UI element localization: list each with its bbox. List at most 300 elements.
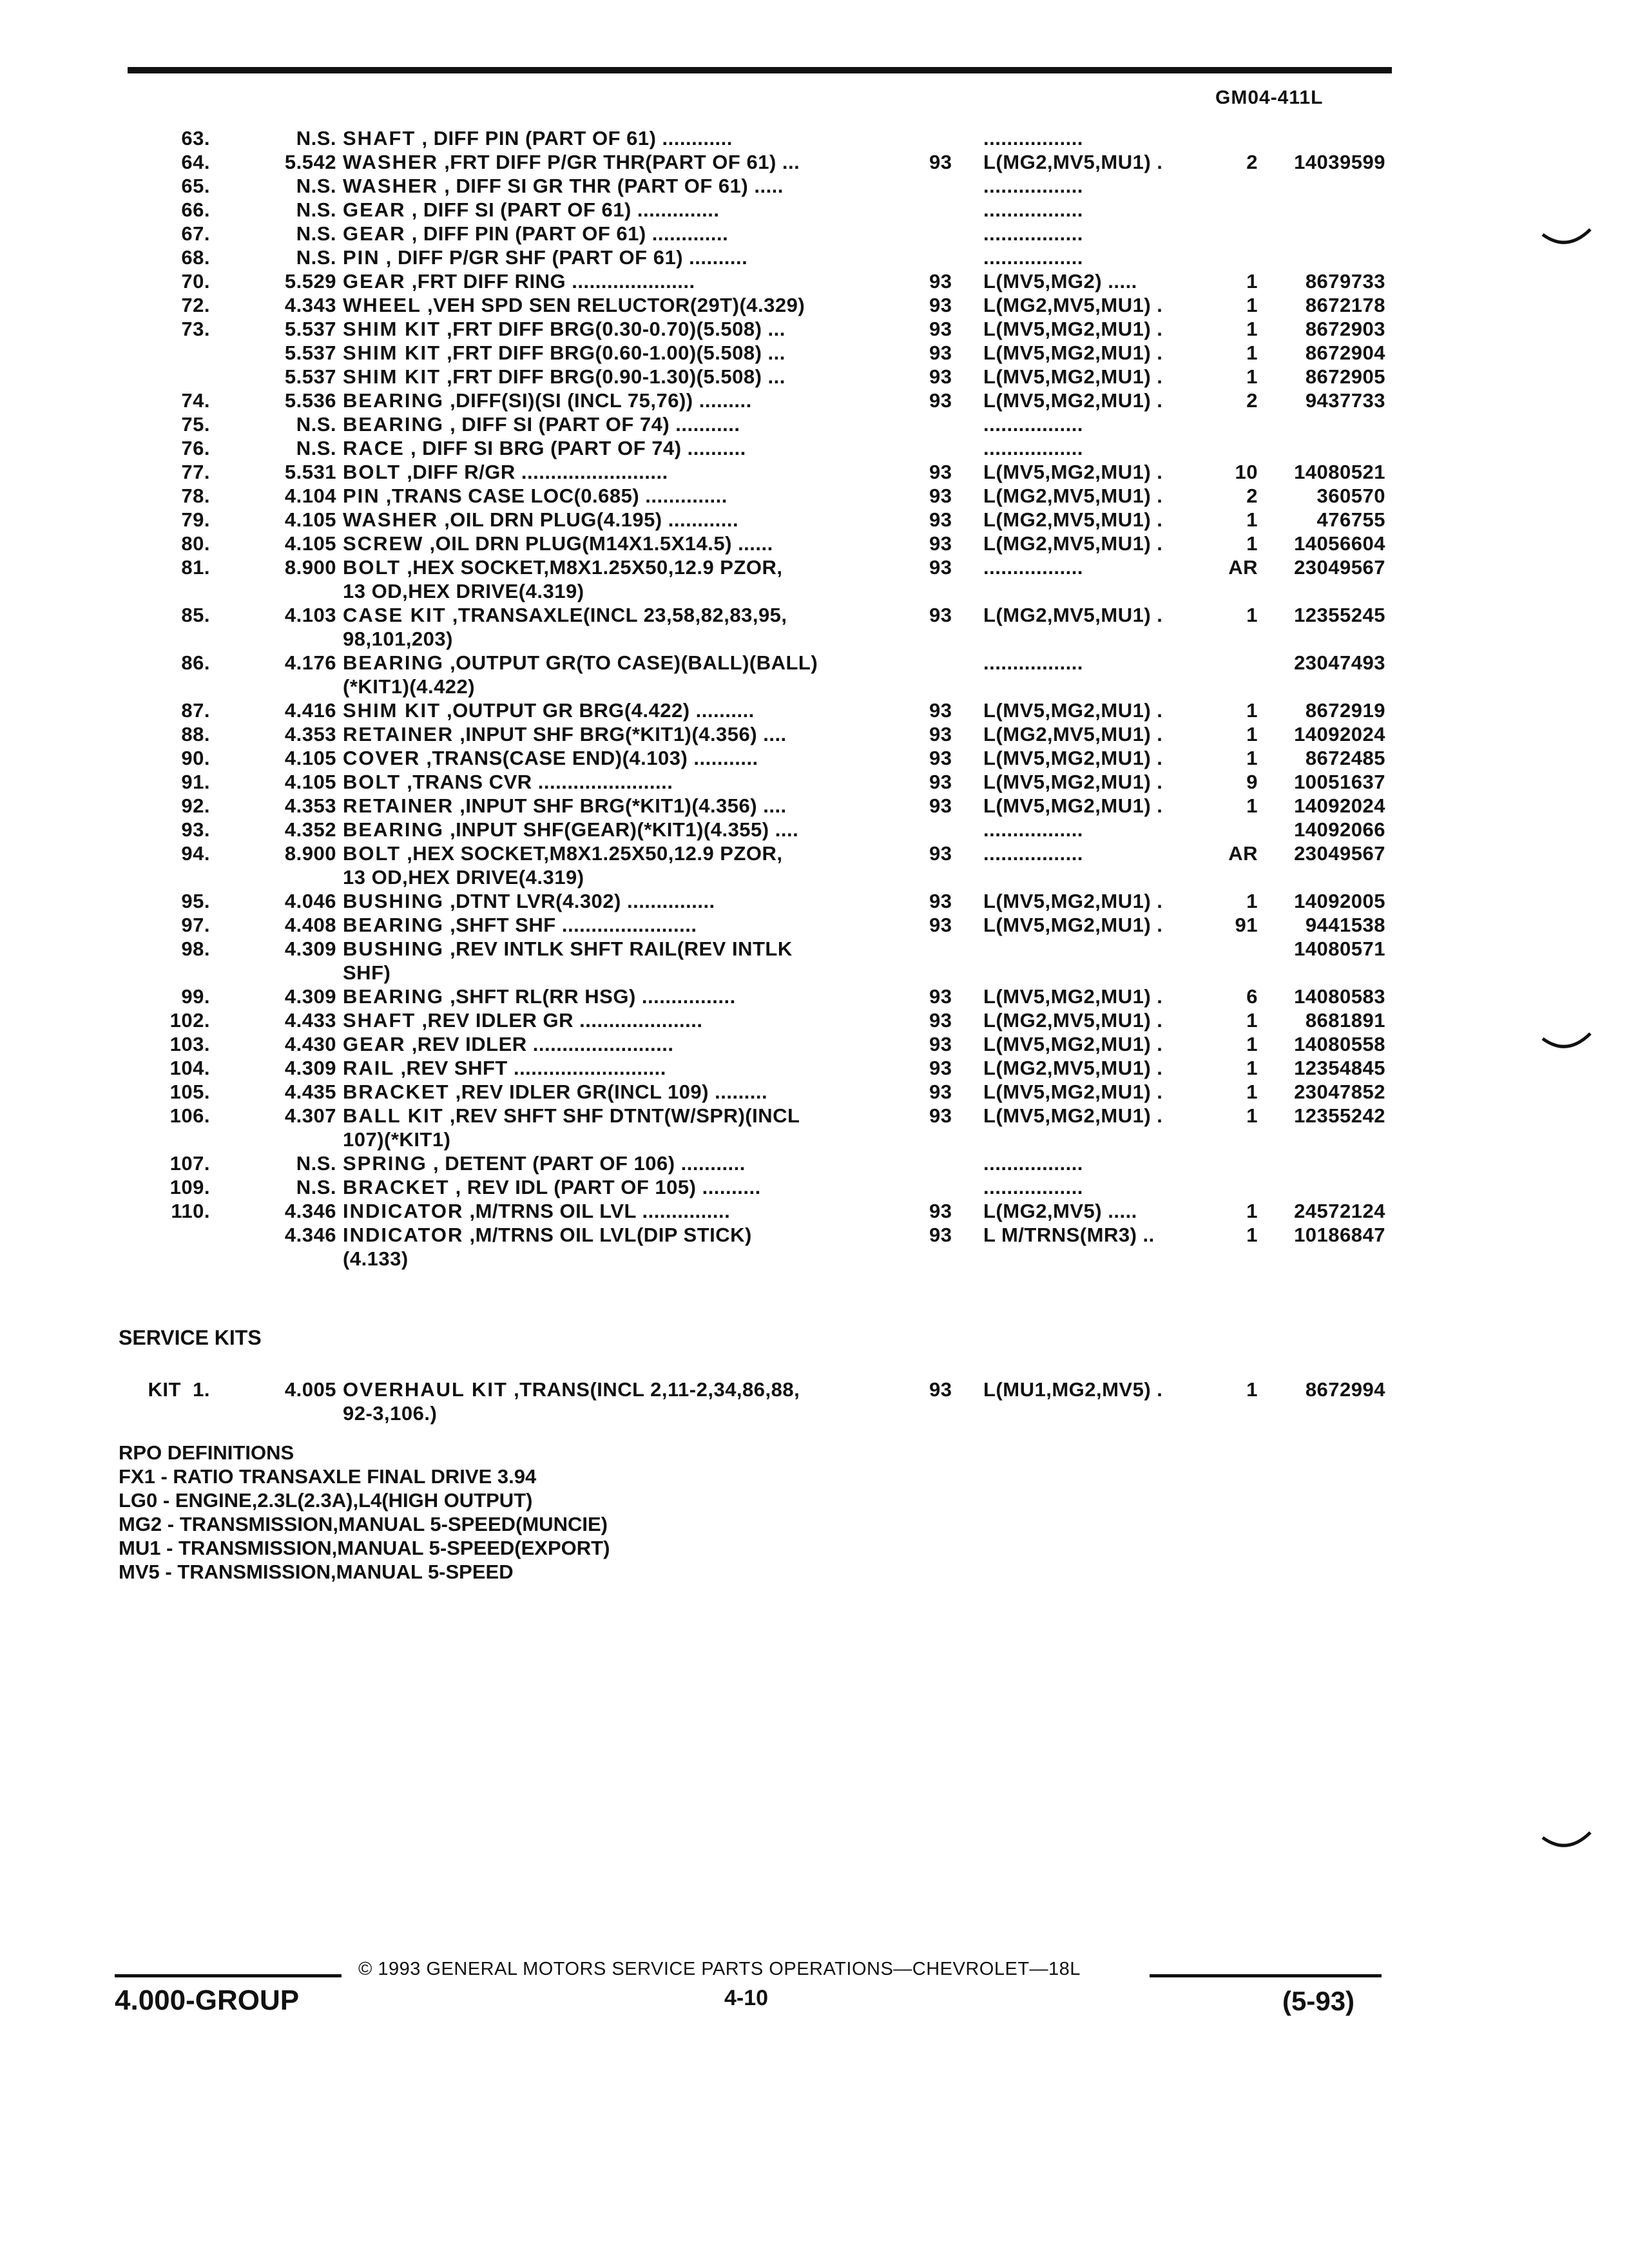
part-name: BOLT [343, 842, 401, 865]
ref-number: 63. [181, 127, 210, 149]
usage-code: ................. [983, 246, 1083, 269]
ref-number: 105. [169, 1081, 210, 1103]
part-row [0, 412, 1629, 436]
ref-number: 67. [181, 222, 210, 245]
part-row [0, 937, 1629, 985]
quantity: 2 [1246, 151, 1258, 173]
part-name: SHAFT [343, 127, 416, 149]
qty-code: 93 [929, 914, 952, 936]
ref-number: 74. [181, 389, 210, 412]
part-name: WHEEL [343, 294, 421, 316]
quantity: 10 [1235, 461, 1258, 483]
date-code: (5-93) [1282, 1986, 1355, 2016]
part-name: SHIM KIT [343, 341, 441, 364]
part-number: 8672485 [1305, 747, 1385, 769]
part-name: RETAINER [343, 794, 454, 817]
part-row [0, 913, 1629, 937]
part-row [0, 889, 1629, 913]
part-number: 9441538 [1305, 914, 1385, 936]
part-detail: , DIFF SI BRG (PART OF 74) .......... [404, 437, 746, 459]
part-name: INDICATOR [343, 1200, 464, 1222]
usage-code: ................. [983, 1152, 1083, 1175]
group-number: 4.105 [284, 532, 336, 555]
part-description [343, 532, 878, 555]
usage-code: ................. [983, 1176, 1083, 1198]
ref-number: 73. [181, 318, 210, 340]
quantity: 1 [1246, 1057, 1258, 1079]
usage-code: L(MG2,MV5) ..... [983, 1200, 1137, 1222]
part-row [0, 365, 1629, 389]
qty-code: 93 [929, 270, 952, 293]
quantity: 1 [1246, 1104, 1258, 1127]
part-detail: ,SHFT RL(RR HSG) ................ [443, 985, 736, 1008]
part-detail: ,TRANSAXLE(INCL 23,58,82,83,95, 98,101,203) [343, 604, 787, 650]
group-number: 8.900 [284, 842, 336, 865]
qty-code: 93 [929, 747, 952, 769]
margin-mark [1541, 1031, 1593, 1057]
ref-number: 110. [171, 1200, 210, 1222]
usage-code: L(MV5,MG2,MU1) . [983, 1104, 1163, 1127]
part-description [343, 889, 878, 913]
group-number: N.S. [296, 198, 336, 221]
quantity: 1 [1246, 1009, 1258, 1032]
part-name: BEARING [343, 651, 444, 674]
part-row [0, 770, 1629, 794]
qty-code: 93 [929, 294, 952, 316]
group-number: 4.416 [284, 699, 336, 722]
part-number: 14092024 [1294, 723, 1385, 745]
part-row [0, 1080, 1629, 1104]
quantity: AR [1228, 556, 1258, 579]
part-description [343, 389, 878, 412]
part-description [343, 770, 878, 794]
ref-number: 85. [181, 604, 210, 626]
part-detail: , DIFF PIN (PART OF 61) ............. [405, 222, 729, 245]
part-detail: ,OIL DRN PLUG(M14X1.5X14.5) ...... [423, 532, 773, 555]
part-row [0, 150, 1629, 174]
part-detail: ,REV SHFT .......................... [394, 1057, 666, 1079]
qty-code: 93 [929, 1033, 952, 1055]
part-row [0, 198, 1629, 222]
qty-code: 93 [929, 604, 952, 626]
part-detail: ,FRT DIFF BRG(0.60-1.00)(5.508) ... [441, 341, 786, 364]
part-row [0, 555, 1629, 603]
qty-code: 93 [929, 532, 952, 555]
margin-mark [1541, 227, 1593, 253]
part-number: 360570 [1316, 485, 1385, 507]
part-detail: ,REV IDLER GR ..................... [416, 1009, 703, 1032]
part-detail: , DIFF SI GR THR (PART OF 61) ..... [438, 175, 784, 197]
quantity: 1 [1246, 723, 1258, 745]
part-detail: ,FRT DIFF BRG(0.30-0.70)(5.508) ... [441, 318, 786, 340]
group-number: 4.103 [284, 604, 336, 626]
part-number: 8672903 [1305, 318, 1385, 340]
qty-code: 93 [929, 985, 952, 1008]
part-number: 23049567 [1294, 842, 1385, 865]
part-name: BEARING [343, 914, 444, 936]
part-row [0, 508, 1629, 532]
rpo-heading: RPO DEFINITIONS [119, 1441, 294, 1464]
quantity: 1 [1246, 1378, 1258, 1401]
quantity: 1 [1246, 341, 1258, 364]
quantity: 1 [1246, 508, 1258, 531]
part-row [0, 603, 1629, 651]
usage-code: L(MV5,MG2,MU1) . [983, 1081, 1163, 1103]
qty-code: 93 [929, 699, 952, 722]
usage-code: ................. [983, 651, 1083, 674]
part-description [343, 1223, 878, 1271]
part-name: CASE KIT [343, 604, 447, 626]
part-name: BOLT [343, 556, 401, 579]
usage-code: L(MV5,MG2) ..... [983, 270, 1137, 293]
qty-code: 93 [929, 1378, 952, 1401]
part-description [343, 698, 878, 722]
part-number: 14039599 [1294, 151, 1385, 173]
ref-number: KIT 1. [148, 1378, 210, 1401]
part-row [0, 532, 1629, 555]
part-number: 14092066 [1294, 818, 1385, 841]
rpo-item: MU1 - TRANSMISSION,MANUAL 5-SPEED(EXPORT) [119, 1537, 610, 1559]
qty-code: 93 [929, 318, 952, 340]
part-description [343, 603, 878, 651]
part-name: SHIM KIT [343, 699, 441, 722]
group-number: 4.408 [284, 914, 336, 936]
quantity: 2 [1246, 389, 1258, 412]
part-row [0, 174, 1629, 198]
qty-code: 93 [929, 723, 952, 745]
quantity: 1 [1246, 1224, 1258, 1246]
quantity: 2 [1246, 485, 1258, 507]
group-number: 4.353 [284, 723, 336, 745]
part-description [343, 1151, 878, 1175]
qty-code: 93 [929, 1081, 952, 1103]
part-row [0, 698, 1629, 722]
part-description [343, 1080, 878, 1104]
part-detail: , DIFF PIN (PART OF 61) ............ [416, 127, 733, 149]
part-detail: ,INPUT SHF BRG(*KIT1)(4.356) .... [454, 794, 787, 817]
part-name: PIN [343, 246, 380, 269]
usage-code: L(MV5,MG2,MU1) . [983, 699, 1163, 722]
part-row [0, 1104, 1629, 1151]
quantity: 1 [1246, 890, 1258, 912]
ref-number: 80. [181, 532, 210, 555]
ref-number: 106. [169, 1104, 210, 1127]
usage-code: L M/TRNS(MR3) .. [983, 1224, 1155, 1246]
usage-code: L(MG2,MV5,MU1) . [983, 723, 1163, 745]
part-description [343, 341, 878, 365]
qty-code: 93 [929, 842, 952, 865]
part-detail: ,REV SHFT SHF DTNT(W/SPR)(INCL 107)(*KIT1) [343, 1104, 800, 1151]
part-number: 8672919 [1305, 699, 1385, 722]
kit-row [0, 1378, 1629, 1425]
group-number: 4.353 [284, 794, 336, 817]
group-number: 4.005 [284, 1378, 336, 1401]
part-row [0, 269, 1629, 293]
ref-number: 86. [181, 651, 210, 674]
part-detail: ,TRANS CVR ....................... [401, 771, 673, 793]
qty-code: 93 [929, 389, 952, 412]
part-number: 8679733 [1305, 270, 1385, 293]
group-number: 4.176 [284, 651, 336, 674]
qty-code: 93 [929, 1104, 952, 1127]
part-row [0, 818, 1629, 841]
part-detail: ,FRT DIFF BRG(0.90-1.30)(5.508) ... [441, 365, 786, 388]
usage-code: L(MV5,MG2,MU1) . [983, 1033, 1163, 1055]
quantity: AR [1228, 842, 1258, 865]
part-description [343, 722, 878, 746]
quantity: 6 [1246, 985, 1258, 1008]
part-description [343, 1056, 878, 1080]
usage-code: L(MV5,MG2,MU1) . [983, 914, 1163, 936]
part-number: 8681891 [1305, 1009, 1385, 1032]
ref-number: 79. [181, 508, 210, 531]
part-description [343, 412, 878, 436]
part-number: 23049567 [1294, 556, 1385, 579]
part-name: RACE [343, 437, 405, 459]
usage-code: ................. [983, 556, 1083, 579]
part-row [0, 1223, 1629, 1271]
qty-code: 93 [929, 508, 952, 531]
part-detail: ,OIL DRN PLUG(4.195) ............ [438, 508, 739, 531]
quantity: 1 [1246, 1033, 1258, 1055]
doc-code: GM04-411L [1215, 87, 1324, 108]
part-row [0, 436, 1629, 460]
qty-code: 93 [929, 365, 952, 388]
part-name: OVERHAUL KIT [343, 1378, 508, 1401]
usage-code: ................. [983, 818, 1083, 841]
part-description [343, 555, 878, 603]
quantity: 1 [1246, 604, 1258, 626]
qty-code: 93 [929, 1009, 952, 1032]
usage-code: L(MV5,MG2,MU1) . [983, 771, 1163, 793]
group-number: 4.433 [284, 1009, 336, 1032]
part-detail: , DETENT (PART OF 106) ........... [427, 1152, 746, 1175]
part-detail: ,M/TRNS OIL LVL ............... [463, 1200, 731, 1222]
part-detail: ,TRANS(INCL 2,11-2,34,86,88, 92-3,106.) [343, 1378, 800, 1425]
usage-code: L(MG2,MV5,MU1) . [983, 485, 1163, 507]
usage-code: ................. [983, 175, 1083, 197]
part-row [0, 722, 1629, 746]
part-number: 8672178 [1305, 294, 1385, 316]
group-number: N.S. [296, 1152, 336, 1175]
usage-code: L(MV5,MG2,MU1) . [983, 341, 1163, 364]
usage-code: ................. [983, 842, 1083, 865]
part-name: GEAR [343, 198, 406, 221]
part-description [343, 269, 878, 293]
ref-number: 91. [181, 771, 210, 793]
footer-rule-right [1150, 1974, 1382, 1977]
part-row [0, 794, 1629, 818]
part-name: SHIM KIT [343, 318, 441, 340]
qty-code: 93 [929, 151, 952, 173]
part-description [343, 1008, 878, 1032]
ref-number: 64. [181, 151, 210, 173]
part-description [343, 436, 878, 460]
part-description [343, 794, 878, 818]
group-number: 4.309 [284, 937, 336, 960]
ref-number: 70. [181, 270, 210, 293]
part-name: GEAR [343, 270, 406, 293]
part-name: WASHER [343, 151, 439, 173]
part-name: SHAFT [343, 1009, 416, 1032]
group-number: 8.900 [284, 556, 336, 579]
footer-rule-left [115, 1974, 342, 1977]
part-number: 14080521 [1294, 461, 1385, 483]
group-number: 4.309 [284, 985, 336, 1008]
part-detail: ,OUTPUT GR(TO CASE)(BALL)(BALL) (*KIT1)(4.422) [343, 651, 818, 698]
part-detail: ,INPUT SHF(GEAR)(*KIT1)(4.355) .... [443, 818, 799, 841]
part-number: 12355242 [1294, 1104, 1385, 1127]
part-name: WASHER [343, 175, 439, 197]
part-name: BUSHING [343, 890, 444, 912]
part-row [0, 484, 1629, 508]
part-detail: ,OUTPUT GR BRG(4.422) .......... [441, 699, 755, 722]
group-number: N.S. [296, 127, 336, 149]
kit-entry [0, 1378, 1629, 1425]
group-number: N.S. [296, 1176, 336, 1198]
usage-code: ................. [983, 127, 1083, 149]
part-name: BEARING [343, 985, 444, 1008]
top-rule [128, 67, 1392, 73]
part-number: 12355245 [1294, 604, 1385, 626]
ref-number: 92. [181, 794, 210, 817]
part-detail: ,TRANS CASE LOC(0.685) .............. [380, 485, 728, 507]
group-number: N.S. [296, 246, 336, 269]
usage-code: L(MG2,MV5,MU1) . [983, 1057, 1163, 1079]
ref-number: 94. [181, 842, 210, 865]
ref-number: 75. [181, 413, 210, 436]
usage-code: L(MG2,MV5,MU1) . [983, 604, 1163, 626]
quantity: 1 [1246, 270, 1258, 293]
part-description [343, 913, 878, 937]
part-name: SHIM KIT [343, 365, 441, 388]
usage-code: L(MG2,MV5,MU1) . [983, 532, 1163, 555]
group-number: 5.537 [284, 365, 336, 388]
ref-number: 99. [181, 985, 210, 1008]
ref-number: 103. [169, 1033, 210, 1055]
part-number: 14092005 [1294, 890, 1385, 912]
part-detail: ,M/TRNS OIL LVL(DIP STICK) (4.133) [343, 1224, 752, 1270]
part-row [0, 1056, 1629, 1080]
part-number: 10051637 [1294, 771, 1385, 793]
part-name: WASHER [343, 508, 439, 531]
group-number: 4.430 [284, 1033, 336, 1055]
ref-number: 97. [181, 914, 210, 936]
rpo-definitions [119, 1441, 610, 1584]
part-detail: , DIFF SI (PART OF 74) ........... [443, 413, 740, 436]
part-description [343, 222, 878, 245]
quantity: 91 [1235, 914, 1258, 936]
group-number: 4.105 [284, 508, 336, 531]
part-description [343, 484, 878, 508]
part-detail: ,INPUT SHF BRG(*KIT1)(4.356) .... [454, 723, 787, 745]
quantity: 1 [1246, 794, 1258, 817]
qty-code: 93 [929, 794, 952, 817]
usage-code: L(MG2,MV5,MU1) . [983, 151, 1163, 173]
part-detail: ,DIFF R/GR ......................... [401, 461, 668, 483]
part-number: 14080558 [1294, 1033, 1385, 1055]
group-number: 4.346 [284, 1224, 336, 1246]
part-row [0, 245, 1629, 269]
qty-code: 93 [929, 341, 952, 364]
ref-number: 95. [181, 890, 210, 912]
part-name: BEARING [343, 389, 444, 412]
group-number: 5.529 [284, 270, 336, 293]
quantity: 1 [1246, 294, 1258, 316]
part-name: SCREW [343, 532, 424, 555]
usage-code: L(MV5,MG2,MU1) . [983, 890, 1163, 912]
part-detail: ,TRANS(CASE END)(4.103) ........... [420, 747, 758, 769]
part-number: 14056604 [1294, 532, 1385, 555]
group-number: N.S. [296, 437, 336, 459]
rpo-item: MV5 - TRANSMISSION,MANUAL 5-SPEED [119, 1561, 514, 1583]
ref-number: 93. [181, 818, 210, 841]
page-number: 4-10 [724, 1986, 769, 2010]
part-number: 14092024 [1294, 794, 1385, 817]
part-row [0, 389, 1629, 412]
ref-number: 90. [181, 747, 210, 769]
quantity: 1 [1246, 318, 1258, 340]
part-detail: ,SHFT SHF ....................... [443, 914, 697, 936]
part-name: BOLT [343, 771, 401, 793]
part-row [0, 460, 1629, 484]
part-description [343, 460, 878, 484]
ref-number: 72. [181, 294, 210, 316]
qty-code: 93 [929, 771, 952, 793]
part-number: 14080583 [1294, 985, 1385, 1008]
rpo-item: MG2 - TRANSMISSION,MANUAL 5-SPEED(MUNCIE) [119, 1513, 608, 1535]
group-number: 4.346 [284, 1200, 336, 1222]
part-description [343, 651, 878, 698]
group-number: N.S. [296, 222, 336, 245]
group-number: 5.531 [284, 461, 336, 483]
part-description [343, 126, 878, 150]
group-number: 4.309 [284, 1057, 336, 1079]
group-number: 4.104 [284, 485, 336, 507]
part-row [0, 126, 1629, 150]
quantity: 1 [1246, 532, 1258, 555]
usage-code: L(MV5,MG2,MU1) . [983, 747, 1163, 769]
part-number: 23047493 [1294, 651, 1385, 674]
group-number: 4.105 [284, 747, 336, 769]
rpo-item: FX1 - RATIO TRANSAXLE FINAL DRIVE 3.94 [119, 1465, 537, 1488]
qty-code: 93 [929, 890, 952, 912]
part-number: 9437733 [1305, 389, 1385, 412]
part-detail: ,HEX SOCKET,M8X1.25X50,12.9 PZOR, 13 OD,HEX DRIVE(4.319) [343, 556, 783, 602]
group-number: 5.537 [284, 341, 336, 364]
ref-number: 76. [181, 437, 210, 459]
part-row [0, 1151, 1629, 1175]
part-name: COVER [343, 747, 421, 769]
ref-number: 104. [169, 1057, 210, 1079]
part-description [343, 317, 878, 341]
part-number: 8672905 [1305, 365, 1385, 388]
ref-number: 77. [181, 461, 210, 483]
part-detail: ,DIFF(SI)(SI (INCL 75,76)) ......... [443, 389, 752, 412]
usage-code: L(MV5,MG2,MU1) . [983, 461, 1163, 483]
part-description [343, 508, 878, 532]
part-row [0, 317, 1629, 341]
part-description [343, 245, 878, 269]
part-detail: ,HEX SOCKET,M8X1.25X50,12.9 PZOR, 13 OD,HEX DRIVE(4.319) [343, 842, 783, 889]
qty-code: 93 [929, 556, 952, 579]
qty-code: 93 [929, 461, 952, 483]
margin-mark [1541, 1830, 1593, 1856]
part-description [343, 174, 878, 198]
group-number: 4.105 [284, 771, 336, 793]
part-number: 8672994 [1305, 1378, 1385, 1401]
group-number: 4.343 [284, 294, 336, 316]
